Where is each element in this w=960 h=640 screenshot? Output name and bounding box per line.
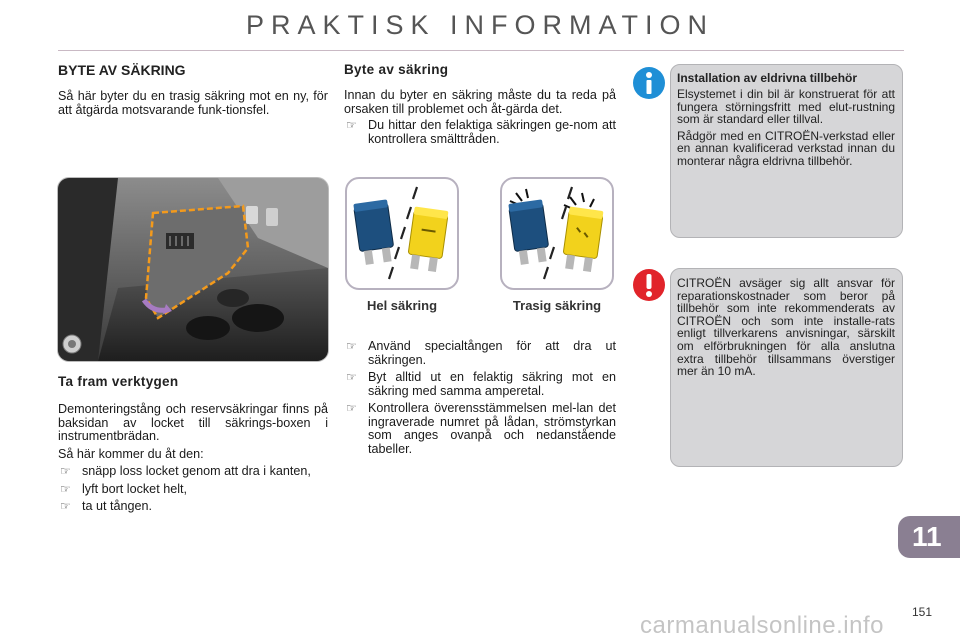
replace-bullets-section bbox=[344, 340, 616, 460]
section-heading: BYTE AV SÄKRING bbox=[58, 62, 186, 78]
tools-text: Demonteringstång och reservsäkringar finns på baksidan av locket till säkrings-boxen i instrumentbrädan. bbox=[58, 402, 328, 443]
list-item: ☞ ta ut tången. bbox=[60, 499, 153, 513]
watermark: carmanualsonline.info bbox=[640, 612, 884, 639]
pointer-icon: ☞ bbox=[60, 499, 71, 513]
good-fuse-caption: Hel säkring bbox=[366, 298, 438, 313]
pointer-icon: ☞ bbox=[60, 481, 71, 496]
page-number: 151 bbox=[912, 605, 933, 619]
info-title: Installation av eldrivna tillbehör bbox=[677, 71, 858, 85]
warning-icon bbox=[632, 268, 666, 302]
info-icon bbox=[632, 66, 666, 100]
pointer-icon: ☞ bbox=[60, 464, 71, 478]
page-title: PRAKTISK INFORMATION bbox=[245, 10, 715, 40]
fusebox-illustration bbox=[58, 178, 328, 361]
list-item: ☞ Kontrollera överensstämmelsen mel-lan det ingraverade numret på lådan, strömstyrkan som anges ovanpå och nedanstående tabeller. bbox=[346, 401, 616, 456]
column-2 bbox=[344, 62, 616, 150]
list-item: ☞ lyft bort locket helt, bbox=[60, 481, 187, 496]
tools-how-to: Så här kommer du åt den: bbox=[58, 446, 204, 461]
info-note bbox=[670, 64, 903, 238]
list-item: ☞ Byt alltid ut en felaktig säkring mot en säkring med samma amperetal. bbox=[346, 370, 616, 398]
intro-text: Så här byter du en trasig säkring mot en ny, för att åtgärda motsvarande funk-tionsfel. bbox=[58, 89, 328, 117]
pointer-icon: ☞ bbox=[346, 339, 357, 353]
good-fuse-figure bbox=[345, 177, 459, 290]
tools-steps bbox=[58, 465, 328, 514]
pointer-icon: ☞ bbox=[346, 401, 357, 415]
fusebox-photo bbox=[57, 177, 329, 362]
broken-fuse-figure bbox=[500, 177, 614, 290]
info-paragraph-1: Elsystemet i din bil är konstruerat för att fungera störningsfritt med elut-rustning som är standard eller tillval. bbox=[677, 87, 895, 127]
pointer-icon: ☞ bbox=[346, 370, 357, 384]
title-divider bbox=[58, 50, 904, 51]
info-paragraph-2: Rådgör med en CITROËN-verkstad eller en annan kvalificerad verkstad innan du monterar några eldrivna tillbehör. bbox=[677, 128, 895, 168]
broken-fuse-caption: Trasig säkring bbox=[512, 298, 602, 313]
warning-text: CITROËN avsäger sig allt ansvar för reparationskostnader som beror på tillbehör som inte rekommenderats av CITROËN och som inte installe-rats enligt tillverkarens anvisningar, särskilt om elförbrukningen för alla anslutna extra tillbehör tillsammans överstiger mer än 10 mA. bbox=[677, 276, 895, 379]
list-item: ☞ Använd specialtången för att dra ut säkringen. bbox=[346, 339, 616, 367]
list-item: ☞ Du hittar den felaktiga säkringen ge-nom att kontrollera smälttråden. bbox=[346, 118, 616, 146]
replace-top-bullets bbox=[344, 119, 616, 146]
replace-heading: Byte av säkring bbox=[344, 62, 449, 77]
chapter-tab: 11 bbox=[898, 516, 960, 558]
warning-note bbox=[670, 268, 903, 467]
good-fuse-icon bbox=[347, 179, 457, 288]
replace-intro: Innan du byter en säkring måste du ta reda på orsaken till problemet och åt-gärda det. bbox=[344, 88, 616, 116]
tools-section bbox=[58, 374, 328, 518]
tools-heading: Ta fram verktygen bbox=[58, 374, 179, 389]
broken-fuse-icon bbox=[502, 179, 612, 288]
pointer-icon: ☞ bbox=[346, 118, 357, 132]
replace-bullets bbox=[344, 340, 616, 456]
list-item: ☞ snäpp loss locket genom att dra i kanten, bbox=[60, 464, 311, 478]
column-1 bbox=[58, 62, 328, 117]
